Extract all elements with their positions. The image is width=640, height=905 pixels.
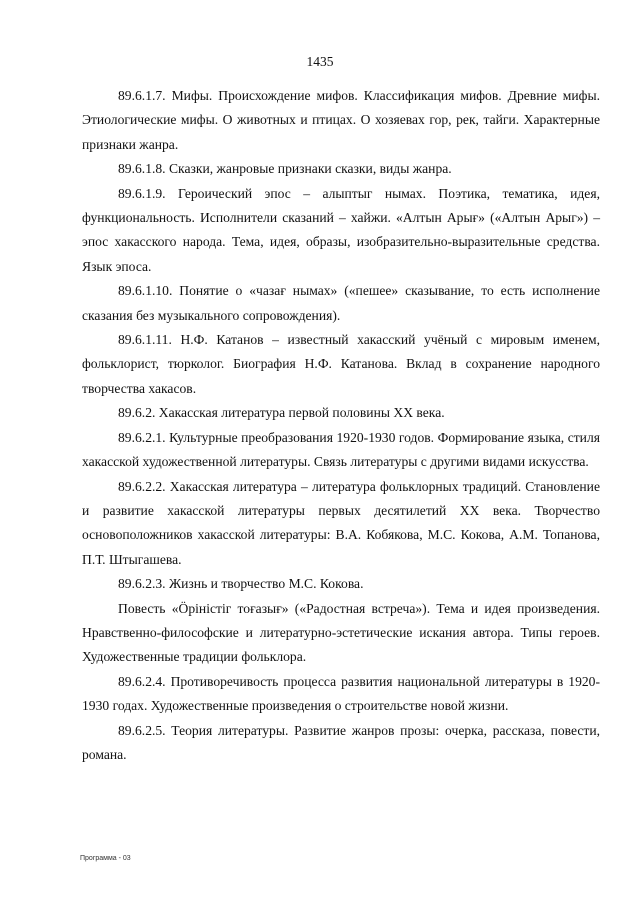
paragraph-89-6-2-4: 89.6.2.4. Противоречивость процесса развития национальной литературы в 1920-1930 годах. Художественные произведения о строительстве новой жизни.: [82, 673, 600, 714]
paragraph-89-6-1-10: 89.6.1.10. Понятие о «чазағ нымах» («пешее» сказывание, то есть исполнение сказания без музыкального сопровождения).: [82, 283, 600, 323]
footer-label: Программа - 03: [80, 855, 131, 862]
paragraph-89-6-2-1: 89.6.2.1. Культурные преобразования 1920-1930 годов. Формирование языка, стиля хакасской художественной литературы. Связь литературы с другими видами искусства.: [82, 429, 600, 470]
paragraph-89-6-2-5: 89.6.2.5. Теория литературы. Развитие жанров прозы: очерка, рассказа, повести, романа.: [82, 722, 600, 762]
document-body: [82, 84, 600, 767]
page-number: 1435: [306, 54, 334, 69]
paragraph-89-6-1-11: 89.6.1.11. Н.Ф. Катанов – известный хакасский учёный с мировым именем, фольклорист, тюрколог. Биография Н.Ф. Катанова. Вклад в сохранение народного творчества хакасов.: [82, 332, 600, 396]
paragraph-89-6-1-8: 89.6.1.8. Сказки, жанровые признаки сказки, виды жанра.: [118, 161, 452, 177]
paragraph-povest: Повесть «Öрiнiстiг тоғазығ» («Радостная встреча»). Тема и идея произведения. Нравственно-философские и литературно-эстетические искания автора. Типы героев. Художественные традиции фольклора.: [82, 600, 600, 665]
paragraph-89-6-1-9: 89.6.1.9. Героический эпос – алыптыг нымах. Поэтика, тематика, идея, функциональность. Исполнители сказаний – хайжи. «Алтын Арығ» («Алтын Арыг») – эпос хакасского народа. Тема, идея, образы, изобразительно-выразительные средства. Язык эпоса.: [82, 185, 600, 274]
paragraph-89-6-2: 89.6.2. Хакасская литература первой половины XX века.: [118, 405, 445, 421]
paragraph-89-6-2-3: 89.6.2.3. Жизнь и творчество М.С. Кокова.: [118, 576, 364, 592]
paragraph-89-6-2-2: 89.6.2.2. Хакасская литература – литература фольклорных традиций. Становление и развитие хакасской литературы первых десятилетий XX века. Творчество основоположников хакасской литературы: В.А. Кобякова, М.С. Кокова, А.М. Топанова, П.Т. Штыгашева.: [82, 478, 600, 567]
paragraph-89-6-1-7: 89.6.1.7. Мифы. Происхождение мифов. Классификация мифов. Древние мифы. Этиологические мифы. О животных и птицах. О хозяевах гор, рек, тайги. Характерные признаки жанра.: [82, 88, 600, 152]
